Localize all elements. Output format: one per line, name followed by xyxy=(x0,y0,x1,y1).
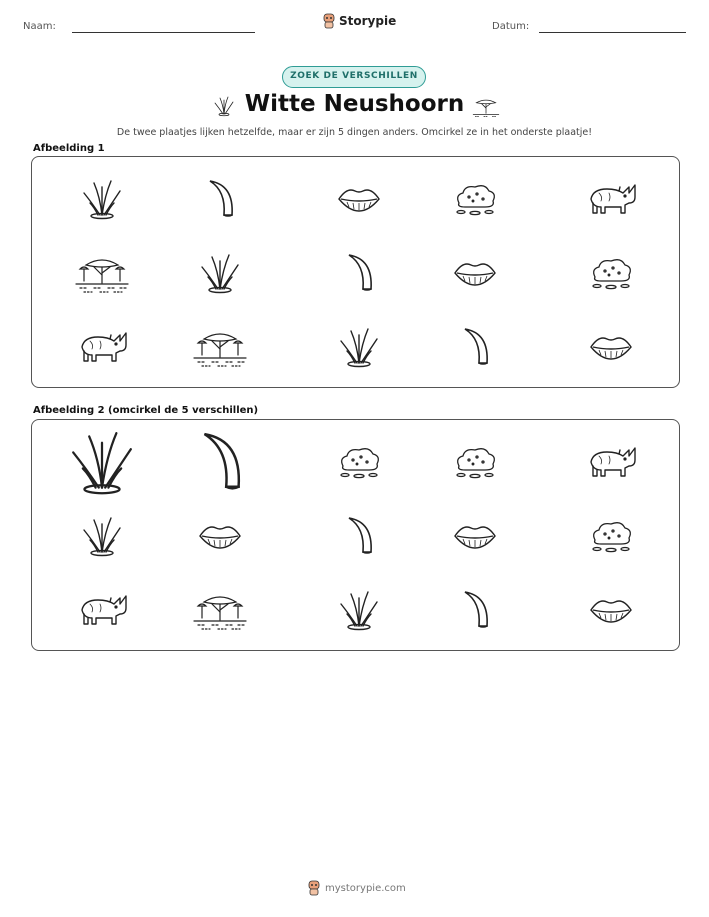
dust-cloud-icon[interactable] xyxy=(581,514,641,558)
panel-2-label: Afbeelding 2 (omcirkel de 5 verschillen) xyxy=(33,405,259,416)
grass-icon[interactable] xyxy=(72,514,132,558)
lips-icon[interactable] xyxy=(581,325,641,369)
rhino-icon[interactable] xyxy=(581,440,641,484)
horn-icon[interactable] xyxy=(329,251,389,295)
date-label: Datum: xyxy=(492,21,530,32)
title-savanna-tree-icon xyxy=(470,95,502,119)
lips-icon[interactable] xyxy=(581,588,641,632)
dust-cloud-icon[interactable] xyxy=(445,177,505,221)
footer-mascot-icon xyxy=(307,880,321,896)
picture-panel-1 xyxy=(31,156,680,388)
rhino-icon[interactable] xyxy=(72,325,132,369)
activity-badge: ZOEK DE VERSCHILLEN xyxy=(282,66,426,88)
horn-icon[interactable] xyxy=(329,514,389,558)
lips-icon[interactable] xyxy=(329,177,389,221)
instructions: De twee plaatjes lijken hetzelfde, maar er zijn 5 dingen anders. Omcirkel ze in het onderste plaatje! xyxy=(116,127,593,138)
rhino-icon[interactable] xyxy=(72,588,132,632)
grass-icon[interactable] xyxy=(72,177,132,221)
picture-panel-2 xyxy=(31,419,680,651)
dust-cloud-icon[interactable] xyxy=(329,440,389,484)
date-line[interactable] xyxy=(539,32,686,33)
name-line[interactable] xyxy=(72,32,255,33)
grass-icon[interactable] xyxy=(329,325,389,369)
rhino-icon[interactable] xyxy=(581,177,641,221)
grass-icon[interactable] xyxy=(54,427,150,497)
panel-1-label: Afbeelding 1 xyxy=(33,143,105,154)
name-label: Naam: xyxy=(23,21,56,32)
brand-logo xyxy=(322,13,396,29)
grass-icon[interactable] xyxy=(190,251,250,295)
savanna-tree-icon[interactable] xyxy=(190,588,250,632)
lips-icon[interactable] xyxy=(190,514,250,558)
dust-cloud-icon[interactable] xyxy=(445,440,505,484)
horn-icon[interactable] xyxy=(445,588,505,632)
page-title: Witte Neushoorn xyxy=(244,91,465,117)
horn-icon[interactable] xyxy=(174,428,267,496)
savanna-tree-icon[interactable] xyxy=(190,325,250,369)
footer xyxy=(307,880,406,896)
dust-cloud-icon[interactable] xyxy=(581,251,641,295)
horn-icon[interactable] xyxy=(445,325,505,369)
grass-icon[interactable] xyxy=(329,588,389,632)
footer-url[interactable]: mystorypie.com xyxy=(325,882,406,894)
horn-icon[interactable] xyxy=(190,177,250,221)
lips-icon[interactable] xyxy=(445,514,505,558)
storypie-mascot-icon xyxy=(322,13,336,29)
brand-name: Storypie xyxy=(339,14,397,28)
lips-icon[interactable] xyxy=(445,251,505,295)
savanna-tree-icon[interactable] xyxy=(72,251,132,295)
